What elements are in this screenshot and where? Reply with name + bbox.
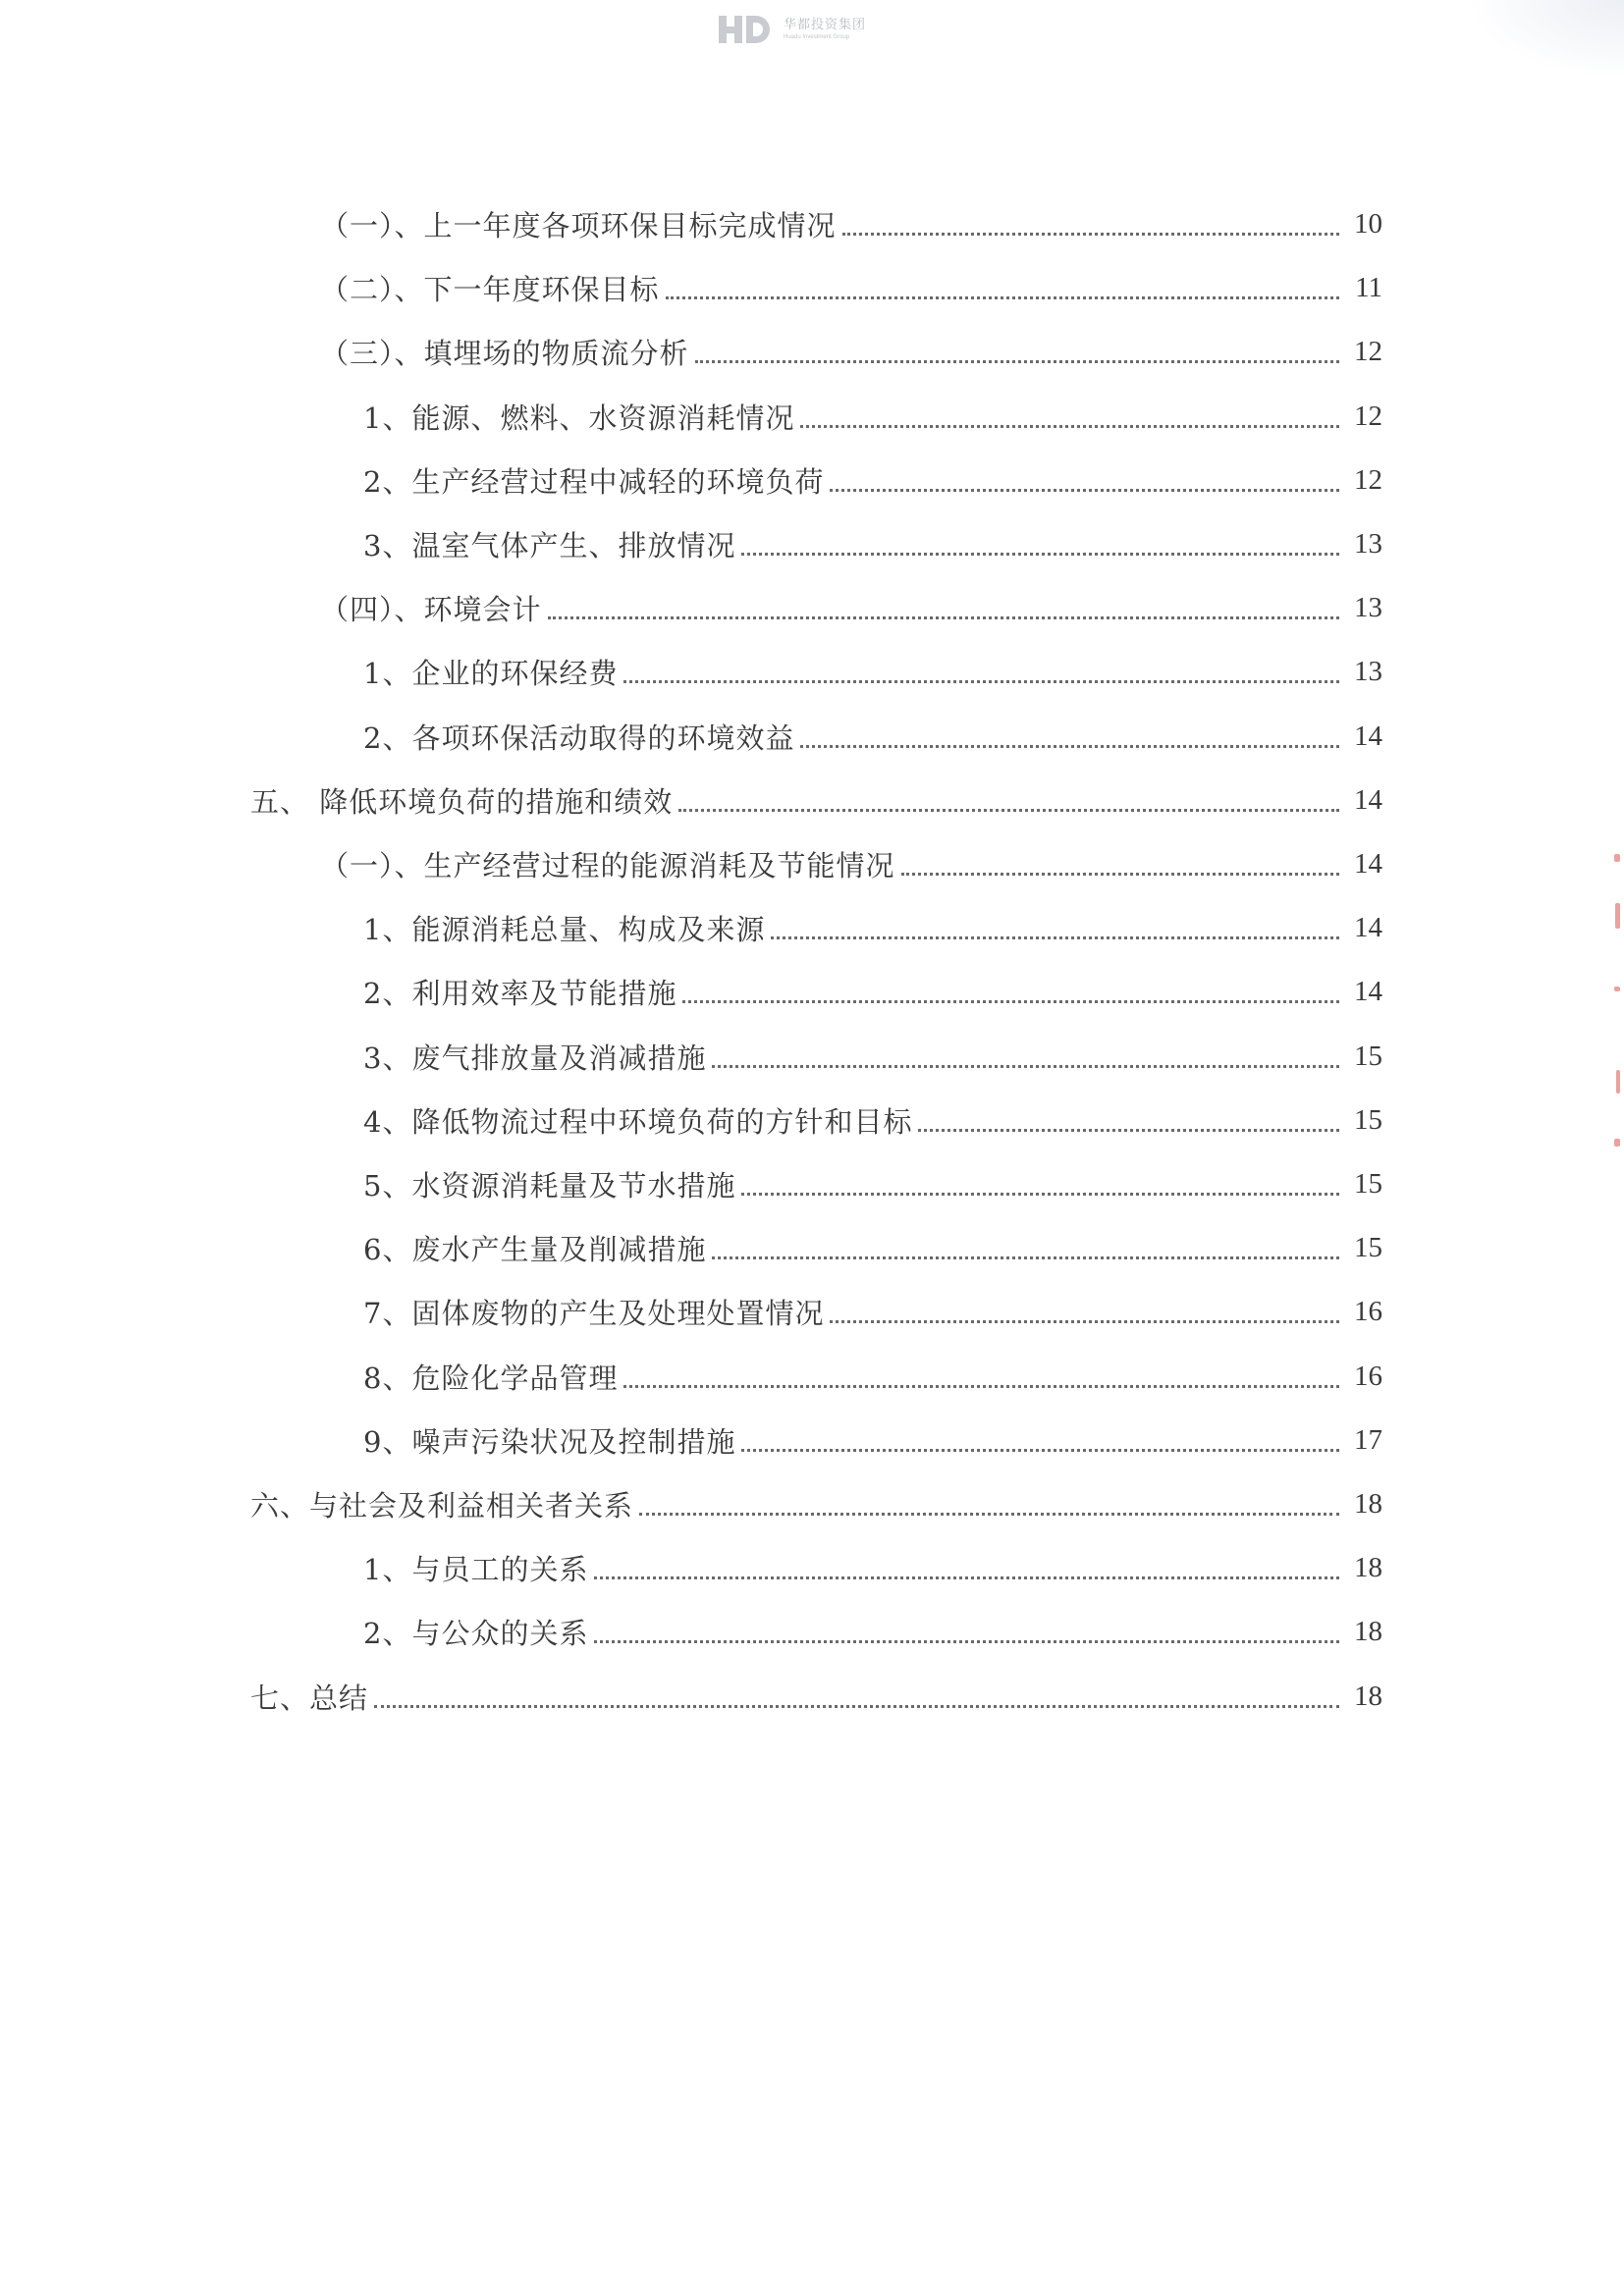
toc-dot-leader <box>741 553 1339 556</box>
toc-entry[interactable] <box>363 1352 1382 1401</box>
toc-dot-leader <box>594 1640 1339 1643</box>
toc-page-number: 18 <box>1354 1487 1382 1520</box>
toc-dot-leader <box>374 1705 1339 1708</box>
toc-entry-title: （四）、环境会计 <box>320 592 542 626</box>
toc-entry-title: （一）、生产经营过程的能源消耗及节能情况 <box>320 848 895 882</box>
toc-entry-title: 1、与员工的关系 <box>363 1552 589 1586</box>
toc-entry[interactable] <box>363 903 1382 952</box>
toc-dot-leader <box>800 745 1339 748</box>
toc-entry[interactable] <box>363 1095 1382 1145</box>
toc-entry[interactable] <box>363 1223 1382 1272</box>
toc-page-number: 10 <box>1354 207 1382 240</box>
toc-page-number: 12 <box>1354 335 1382 367</box>
toc-entry[interactable] <box>363 392 1382 441</box>
toc-dot-leader <box>639 1513 1339 1516</box>
toc-page-number: 15 <box>1354 1167 1382 1200</box>
toc-entry[interactable] <box>320 199 1382 248</box>
toc-entry-title: 2、利用效率及节能措施 <box>363 976 677 1010</box>
toc-dot-leader <box>741 1193 1339 1196</box>
toc-entry[interactable] <box>363 1159 1382 1208</box>
stamp-edge-mark <box>1614 854 1620 862</box>
toc-dot-leader <box>623 680 1339 683</box>
toc-entry[interactable] <box>363 967 1382 1016</box>
toc-page-number: 16 <box>1354 1360 1382 1392</box>
toc-page-number: 15 <box>1354 1040 1382 1072</box>
logo-english-name: Huadu Investment Group <box>784 34 850 40</box>
toc-entry-title: （二）、下一年度环保目标 <box>320 272 660 306</box>
toc-entry-title: 2、各项环保活动取得的环境效益 <box>363 721 795 755</box>
toc-entry[interactable] <box>363 1032 1382 1081</box>
toc-dot-leader <box>712 1065 1339 1068</box>
toc-entry-title: 2、生产经营过程中减轻的环境负荷 <box>363 464 825 499</box>
toc-page-number: 14 <box>1354 783 1382 816</box>
toc-entry[interactable] <box>363 647 1382 696</box>
stamp-edge-mark <box>1616 1070 1620 1094</box>
toc-entry[interactable] <box>363 1287 1382 1336</box>
toc-entry-title: 六、与社会及利益相关者关系 <box>250 1488 634 1522</box>
toc-entry-title: 七、总结 <box>250 1681 369 1715</box>
toc-entry[interactable] <box>363 1543 1382 1592</box>
toc-dot-leader <box>548 616 1339 619</box>
toc-entry-title: 6、废水产生量及削减措施 <box>363 1232 707 1266</box>
toc-dot-leader <box>771 936 1339 939</box>
toc-page-number: 15 <box>1354 1103 1382 1136</box>
toc-entry[interactable] <box>363 1607 1382 1656</box>
scan-shadow <box>1467 0 1624 79</box>
toc-entry-title: 2、与公众的关系 <box>363 1616 589 1650</box>
logo-chinese-name: 华都投资集团 <box>784 18 867 32</box>
toc-page-number: 14 <box>1354 911 1382 943</box>
toc-page-number: 16 <box>1354 1295 1382 1327</box>
toc-entry-title: （一）、上一年度各项环保目标完成情况 <box>320 208 837 242</box>
toc-entry[interactable] <box>320 839 1382 888</box>
toc-entry[interactable] <box>320 263 1382 312</box>
toc-entry-title: 3、废气排放量及消减措施 <box>363 1041 707 1075</box>
company-logo <box>717 10 866 49</box>
toc-dot-leader <box>695 360 1339 363</box>
stamp-edge-mark <box>1614 987 1620 991</box>
toc-entry-title: 5、水资源消耗量及节水措施 <box>363 1168 736 1202</box>
toc-entry-title: 1、能源、燃料、水资源消耗情况 <box>363 400 795 435</box>
toc-page-number: 14 <box>1354 720 1382 752</box>
toc-entry-title: 1、企业的环保经费 <box>363 656 619 690</box>
toc-dot-leader <box>623 1385 1339 1388</box>
toc-entry-title: 3、温室气体产生、排放情况 <box>363 528 736 562</box>
toc-dot-leader <box>800 425 1339 428</box>
stamp-edge-mark <box>1615 903 1620 929</box>
toc-page-number: 13 <box>1354 527 1382 560</box>
toc-dot-leader <box>901 873 1339 876</box>
toc-page-number: 14 <box>1354 975 1382 1007</box>
toc-page-number: 14 <box>1354 847 1382 880</box>
toc-dot-leader <box>594 1576 1339 1579</box>
toc-entry[interactable] <box>250 775 1382 825</box>
toc-dot-leader <box>666 296 1339 299</box>
toc-entry[interactable] <box>320 583 1382 632</box>
toc-dot-leader <box>830 489 1339 492</box>
toc-page-number: 12 <box>1354 400 1382 432</box>
toc-entry[interactable] <box>320 327 1382 376</box>
toc-dot-leader <box>830 1320 1339 1323</box>
toc-page-number: 18 <box>1354 1551 1382 1583</box>
toc-entry-title: 五、 降低环境负荷的措施和绩效 <box>250 784 674 819</box>
toc-entry-title: 7、固体废物的产生及处理处置情况 <box>363 1296 825 1330</box>
toc-page-number: 15 <box>1354 1231 1382 1263</box>
toc-page-number: 11 <box>1355 271 1382 303</box>
toc-entry[interactable] <box>363 1415 1382 1465</box>
toc-dot-leader <box>918 1129 1339 1132</box>
toc-entry[interactable] <box>363 455 1382 505</box>
hd-logo-icon <box>717 12 774 47</box>
toc-entry[interactable] <box>363 519 1382 568</box>
toc-dot-leader <box>682 1000 1339 1003</box>
toc-page-number: 12 <box>1354 463 1382 496</box>
toc-entry-title: 8、危险化学品管理 <box>363 1361 619 1395</box>
toc-entry-title: 9、噪声污染状况及控制措施 <box>363 1424 736 1459</box>
toc-entry[interactable] <box>250 1672 1382 1721</box>
toc-entry[interactable] <box>250 1479 1382 1528</box>
toc-entry-title: 4、降低物流过程中环境负荷的方针和目标 <box>363 1104 913 1139</box>
toc-dot-leader <box>712 1256 1339 1259</box>
toc-page-number: 13 <box>1354 655 1382 687</box>
toc-entry[interactable] <box>363 712 1382 761</box>
toc-entry-title: 1、能源消耗总量、构成及来源 <box>363 912 766 946</box>
toc-dot-leader <box>842 233 1339 236</box>
toc-page-number: 18 <box>1354 1615 1382 1647</box>
toc-dot-leader <box>678 809 1339 812</box>
toc-dot-leader <box>741 1449 1339 1452</box>
toc-page-number: 18 <box>1354 1680 1382 1712</box>
toc-page-number: 13 <box>1354 591 1382 623</box>
stamp-edge-mark <box>1614 1139 1620 1147</box>
toc-entry-title: （三）、填埋场的物质流分析 <box>320 336 689 370</box>
toc-page-number: 17 <box>1354 1423 1382 1456</box>
